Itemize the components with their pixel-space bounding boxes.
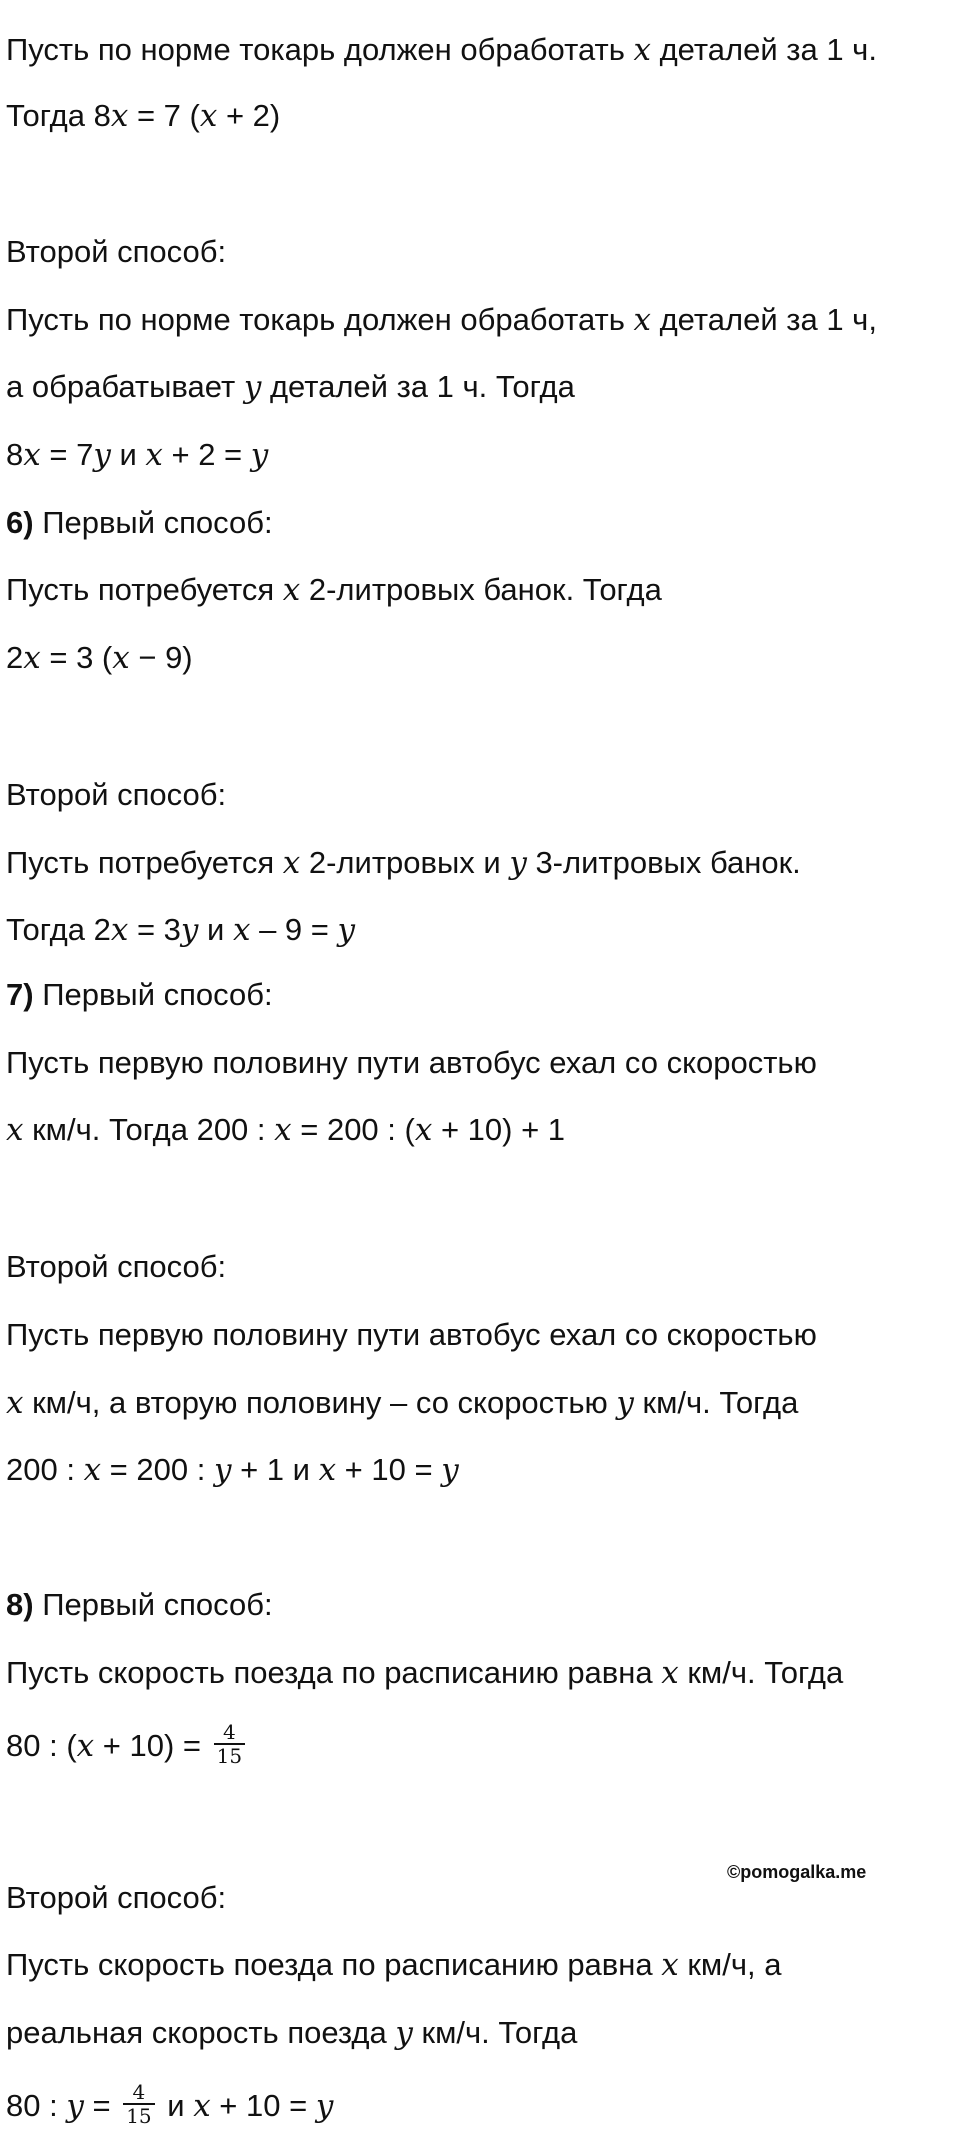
problem-heading-8: 8) Первый способ:	[6, 1587, 273, 1622]
section-heading: Второй способ:	[6, 1249, 227, 1284]
equation-line: 2x = 3 (x − 9)	[6, 640, 193, 676]
problem-number: 6)	[6, 505, 34, 540]
text-line: а обрабатывает y деталей за 1 ч. Тогда	[6, 369, 575, 405]
text-line: Пусть по норме токарь должен обработать x деталей за 1 ч.	[6, 32, 877, 68]
text-line: Пусть потребуется x 2-литровых и y 3-литровых банок.	[6, 845, 801, 881]
section-heading: Второй способ:	[6, 1880, 227, 1915]
equation-line: 200 : x = 200 : y + 1 и x + 10 = y	[6, 1452, 459, 1488]
text-line: Пусть скорость поезда по расписанию равна x км/ч, а	[6, 1947, 782, 1983]
section-heading: Второй способ:	[6, 777, 227, 812]
text-line: Пусть скорость поезда по расписанию равна x км/ч. Тогда	[6, 1655, 844, 1691]
text-line: x км/ч, а вторую половину – со скоростью y км/ч. Тогда	[6, 1385, 799, 1421]
text-line: Пусть по норме токарь должен обработать x деталей за 1 ч,	[6, 302, 877, 338]
problem-number: 7)	[6, 977, 34, 1012]
watermark: ©pomogalka.me	[727, 1862, 867, 1882]
problem-heading-6: 6) Первый способ:	[6, 505, 273, 540]
text-line: Пусть потребуется x 2-литровых банок. Тогда	[6, 572, 662, 608]
equation-line: 80 : y = $\frac{4}{15}$ и x + 10 = y	[6, 2080, 334, 2128]
equation-line: Тогда 2x = 3y и x – 9 = y	[6, 912, 356, 948]
text-line: реальная скорость поезда y км/ч. Тогда	[6, 2015, 578, 2051]
problem-number: 8)	[6, 1587, 34, 1622]
math-variable: x	[633, 32, 651, 68]
problem-heading-7: 7) Первый способ:	[6, 977, 273, 1012]
fraction: $\frac{4}{15}$	[214, 1721, 245, 1767]
section-heading: Второй способ:	[6, 234, 227, 269]
fraction: $\frac{4}{15}$	[123, 2081, 154, 2127]
text-line: Пусть первую половину пути автобус ехал со скоростью	[6, 1317, 817, 1352]
equation-line: Тогда 8x = 7 (x + 2)	[6, 98, 281, 134]
equation-line: 8x = 7y и x + 2 = y	[6, 437, 269, 473]
equation-line: x км/ч. Тогда 200 : x = 200 : (x + 10) + 1	[6, 1112, 566, 1148]
text-line: Пусть первую половину пути автобус ехал со скоростью	[6, 1045, 817, 1080]
equation-line: 80 : (x + 10) = $\frac{4}{15}$	[6, 1725, 249, 1771]
